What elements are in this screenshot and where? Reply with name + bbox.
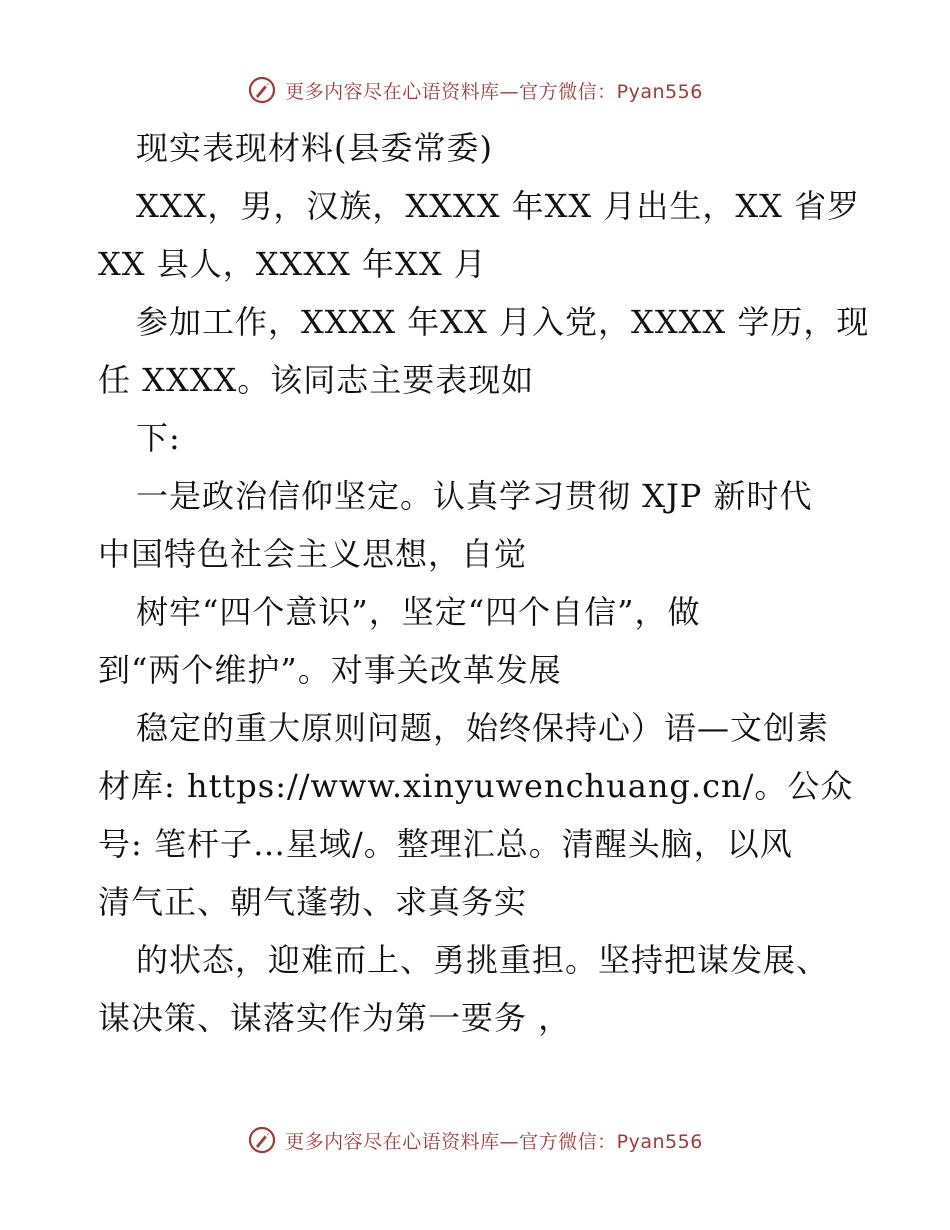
text-line: 一是政治信仰坚定。认真学习贯彻 XJP 新时代 (136, 477, 813, 515)
text-line: 稳定的重大原则问题，始终保持心）语—文创素 (136, 709, 830, 747)
document-title: 现实表现材料(县委常委) (136, 129, 493, 167)
text-line: 到“两个维护”。对事关改革发展 (98, 651, 562, 689)
text-line: 材库: https://www.xinyuwenchuang.cn/。公众 (98, 767, 854, 805)
header-watermark-banner (0, 70, 950, 110)
text-line: 谋决策、谋落实作为第一要务 ， (98, 999, 572, 1037)
footer-watermark-banner (0, 1120, 950, 1160)
text-line: 任 XXXX。该同志主要表现如 (98, 361, 535, 399)
text-line: 的状态，迎难而上、勇挑重担。坚持把谋发展、 (136, 941, 830, 979)
text-line: 下: (136, 419, 181, 457)
text-line: XXX，男，汉族，XXXX 年XX 月出生，XX 省罗 (136, 187, 861, 225)
pen-nib-logo-icon (247, 1125, 277, 1155)
text-line: 中国特色社会主义思想，自觉 (98, 535, 528, 573)
document-body (98, 122, 898, 1050)
text-line: 清气正、朝气蓬勃、求真务实 (98, 883, 528, 921)
footer-watermark-text: 更多内容尽在心语资料库—官方微信：Pyan556 (285, 1130, 703, 1153)
header-watermark-text: 更多内容尽在心语资料库—官方微信：Pyan556 (285, 80, 703, 103)
text-line: 参加工作，XXXX 年XX 月入党，XXXX 学历，现 (136, 303, 870, 341)
text-line: 号: 笔杆子…星域/。整理汇总。清醒头脑，以风 (98, 825, 793, 863)
pen-nib-logo-icon (247, 75, 277, 105)
text-line: XX 县人，XXXX 年XX 月 (98, 245, 487, 283)
text-line: 树牢“四个意识”，坚定“四个自信”，做 (136, 593, 701, 631)
